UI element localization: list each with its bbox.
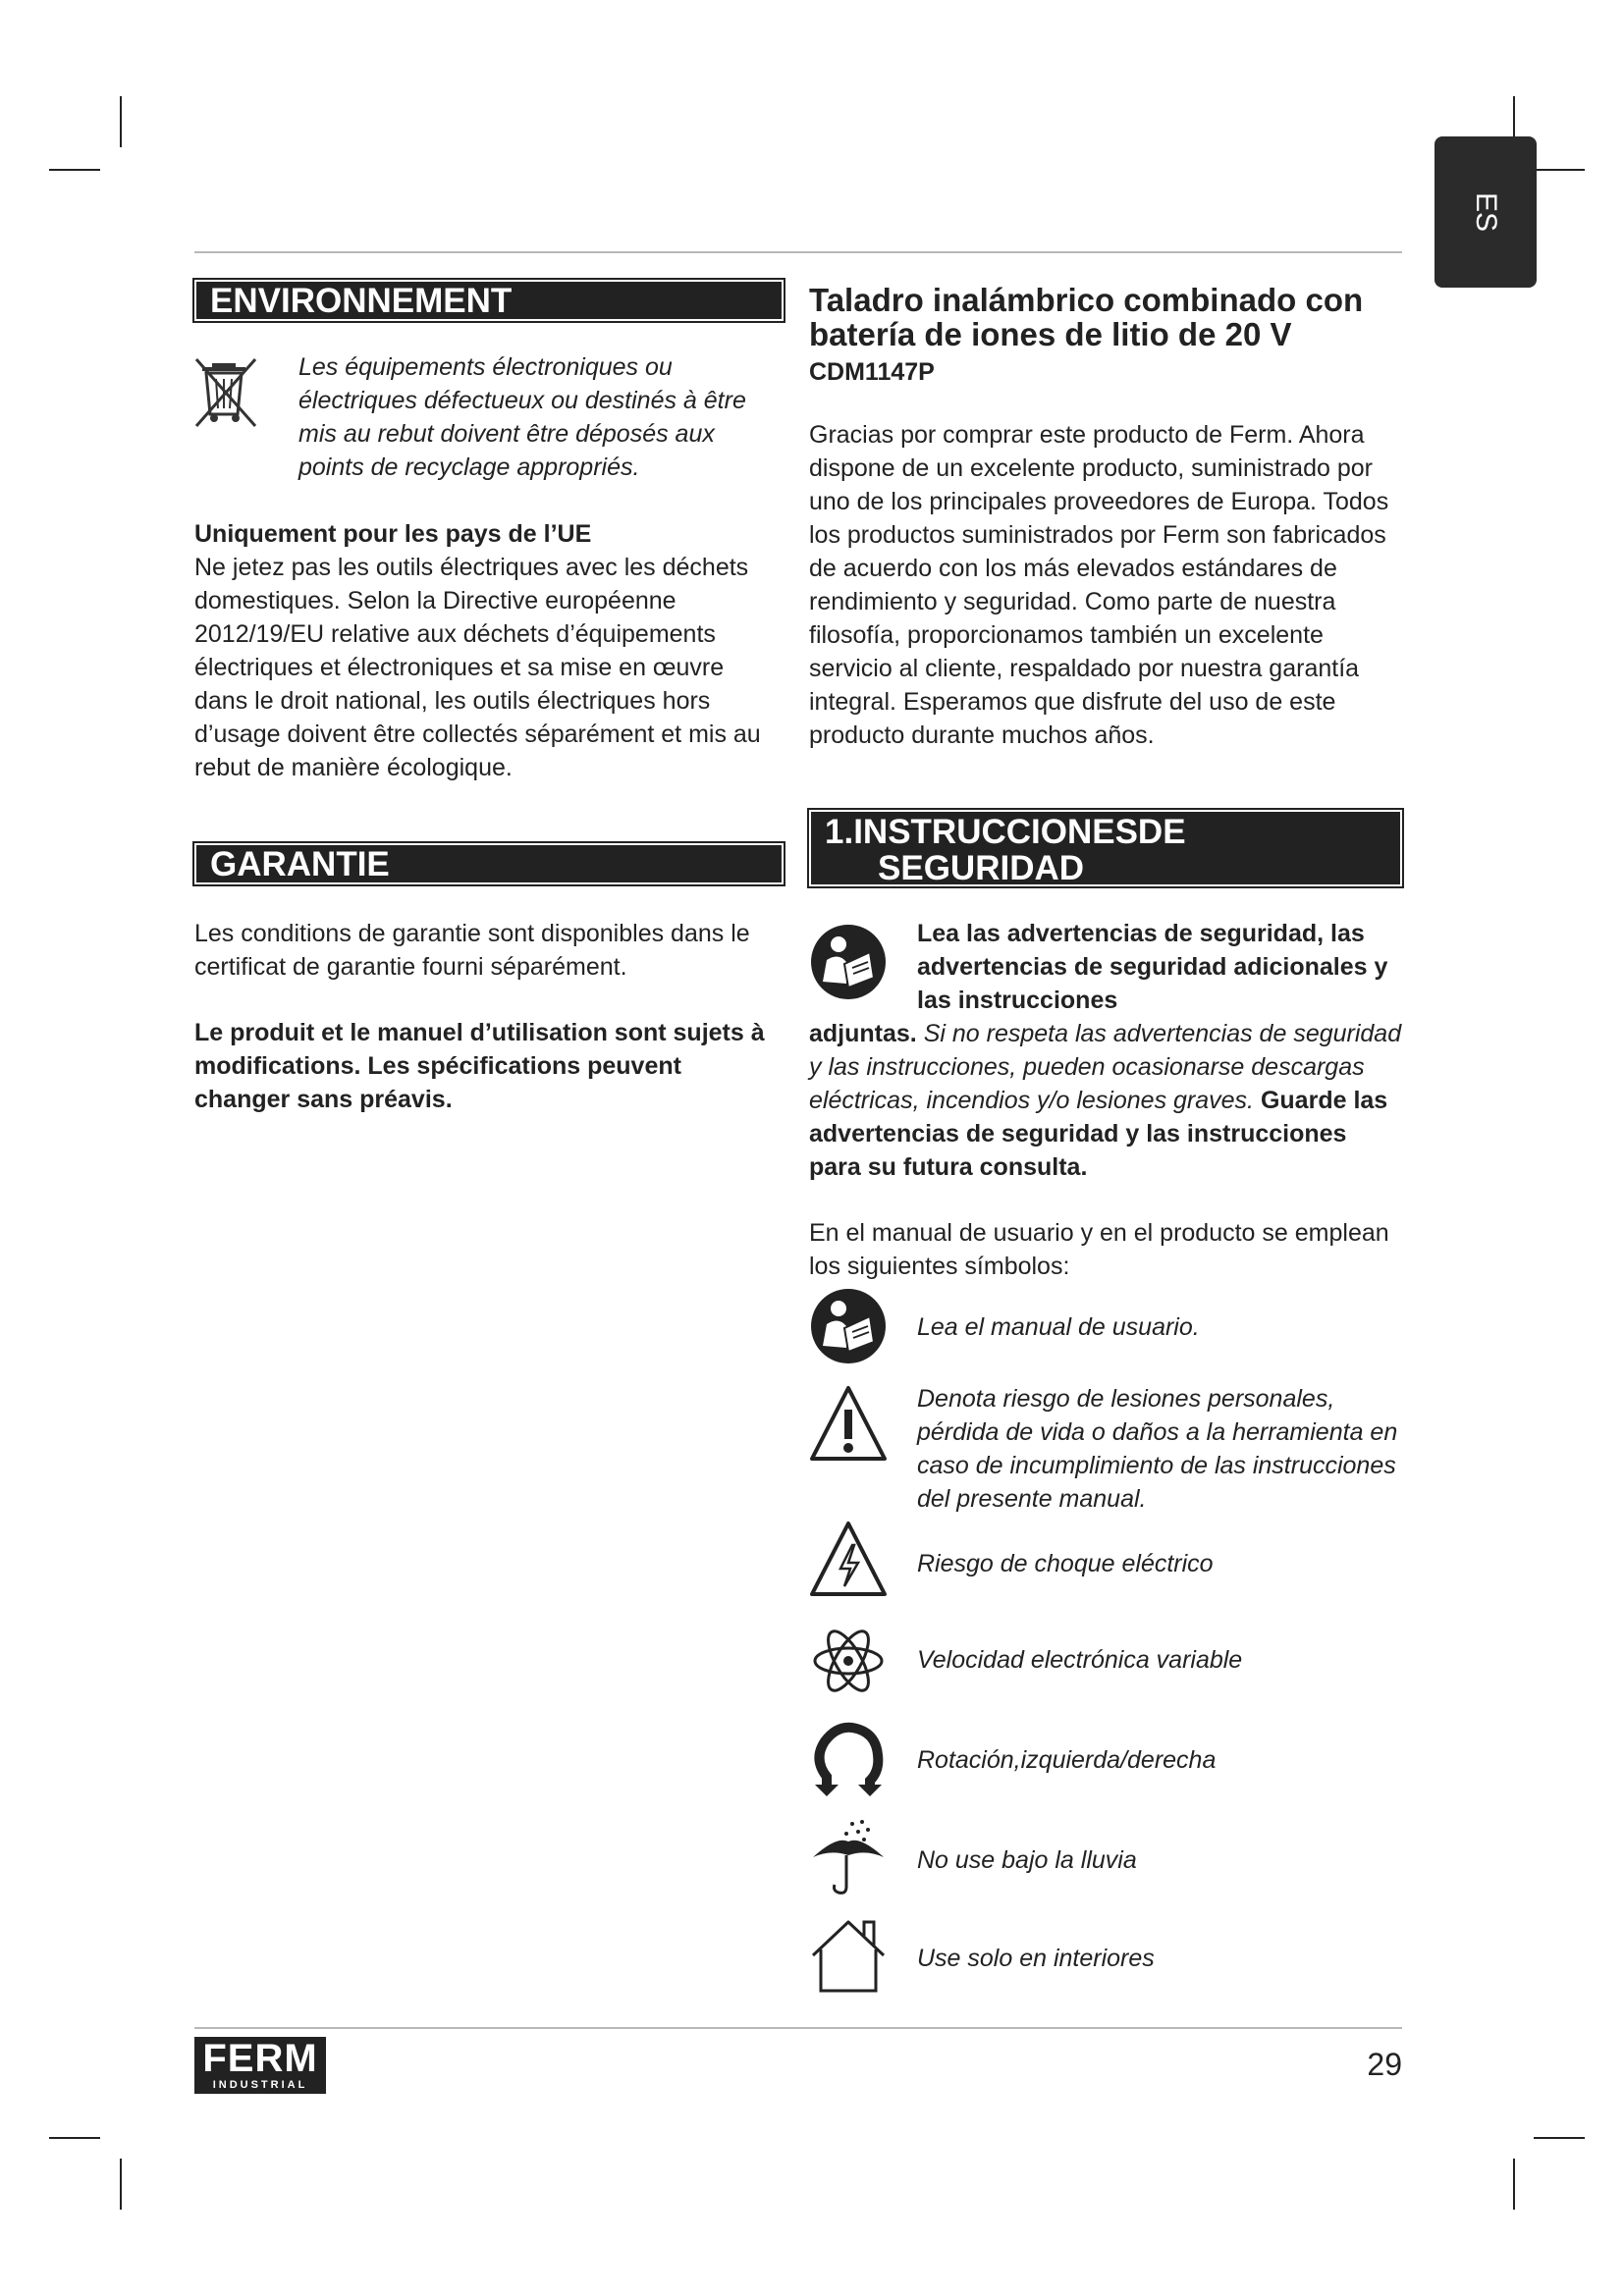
crop-mark-br-v <box>1513 2159 1515 2210</box>
symbol-text-read-manual: Lea el manual de usuario. <box>917 1313 1200 1341</box>
ferm-logo <box>194 2037 326 2094</box>
safety-warning-cont: adjuntas. Si no respeta las advertencias de seguridad y las instrucciones, pueden ocasionarse descargas eléctricas, incendios y/o lesiones graves. Guarde las advertencias de seguridad y las instrucciones para su futura consulta. <box>809 1020 1402 1181</box>
eu-heading: Uniquement pour les pays de l’UE <box>194 520 592 548</box>
warning-icon <box>809 1384 888 1463</box>
safety-heading-line2: SEGURIDAD <box>878 849 1085 887</box>
safety-heading <box>809 810 1402 886</box>
language-tab <box>1435 136 1537 288</box>
crop-mark-tl-h <box>49 169 100 171</box>
warranty-heading-text: GARANTIE <box>210 845 390 883</box>
environment-heading <box>194 280 784 321</box>
no-rain-icon <box>809 1818 888 1896</box>
bottom-rule <box>194 2027 1402 2029</box>
rotation-icon <box>809 1720 888 1798</box>
symbols-intro: En el manual de usuario y en el producto se emplean los siguientes símbolos: <box>809 1219 1389 1280</box>
crop-mark-tl-v <box>120 96 122 147</box>
warning-italic: Si no respeta las advertencias de seguridad y las instrucciones, pueden ocasionarse descargas eléctricas, incendios y/o lesiones graves. <box>809 1020 1402 1114</box>
warranty-heading <box>194 843 784 884</box>
symbol-text-no-rain: No use bajo la lluvia <box>917 1846 1137 1874</box>
symbol-text-rotation: Rotación,izquierda/derecha <box>917 1746 1217 1774</box>
top-rule <box>194 251 1402 253</box>
symbol-text-indoor-only: Use solo en interiores <box>917 1945 1155 1972</box>
modification-notice: Le produit et le manuel d’utilisation sont sujets à modifications. Les spécifications peuvent changer sans préavis. <box>194 1019 765 1113</box>
product-model: CDM1147P <box>809 358 935 386</box>
crop-mark-tr-h <box>1534 169 1585 171</box>
read-instructions-icon <box>809 923 888 1001</box>
crop-mark-bl-v <box>120 2159 122 2210</box>
ferm-logo-sub: INDUSTRIAL <box>212 2079 308 2091</box>
crop-mark-br-h <box>1534 2137 1585 2139</box>
electric-shock-icon <box>809 1520 888 1598</box>
warning-bold-2: Guarde las advertencias de seguridad y las instrucciones para su futura consulta. <box>809 1087 1388 1181</box>
safety-heading-line1: 1.INSTRUCCIONESDE <box>825 813 1186 851</box>
ferm-logo-main: FERM <box>202 2037 318 2080</box>
variable-speed-icon <box>809 1622 888 1700</box>
eu-text: Ne jetez pas les outils électriques avec les déchets domestiques. Selon la Directive européenne 2012/19/EU relative aux déchets d’équipements électriques et électroniques et sa mise en œuvre dans le droit national, les outils électriques hors d’usage doivent être collectés séparément et mis au rebut de manière écologique. <box>194 554 761 781</box>
intro-text: Gracias por comprar este producto de Ferm. Ahora dispone de un excelente producto, suministrado por uno de los principales proveedores de Europa. Todos los productos suministrados por Ferm son fabricados de acuerdo con los más elevados estándares de rendimiento y seguridad. Como parte de nuestra filosofía, proporcionamos también un excelente servicio al cliente, respaldado por nuestra garantía integral. Esperamos que disfrute del uso de este producto durante muchos años. <box>809 421 1389 749</box>
weee-text: Les équipements électroniques ou électriques défectueux ou destinés à être mis au rebut doivent être déposés aux points de recyclage appropriés. <box>298 353 746 481</box>
symbol-text-warning: Denota riesgo de lesiones personales, pérdida de vida o daños a la herramienta en caso de incumplimiento de las instrucciones del presente manual. <box>917 1385 1398 1513</box>
weee-bin-icon <box>194 357 259 428</box>
page-number: 29 <box>1367 2047 1402 2082</box>
warranty-text: Les conditions de garantie sont disponibles dans le certificat de garantie fourni séparément. <box>194 920 750 981</box>
symbol-text-variable-speed: Velocidad electrónica variable <box>917 1646 1243 1674</box>
safety-warning-line-a: Lea las advertencias de seguridad, las advertencias de seguridad adicionales y las instrucciones <box>917 920 1388 1014</box>
product-title: Taladro inalámbrico combinado con batería de iones de litio de 20 V <box>809 282 1364 352</box>
crop-mark-bl-h <box>49 2137 100 2139</box>
environment-heading-text: ENVIRONNEMENT <box>210 282 513 320</box>
language-tab-label: ES <box>1470 191 1502 233</box>
symbol-text-electric-shock: Riesgo de choque eléctrico <box>917 1550 1214 1577</box>
read-manual-icon <box>809 1287 888 1365</box>
indoor-only-icon <box>809 1916 888 1995</box>
